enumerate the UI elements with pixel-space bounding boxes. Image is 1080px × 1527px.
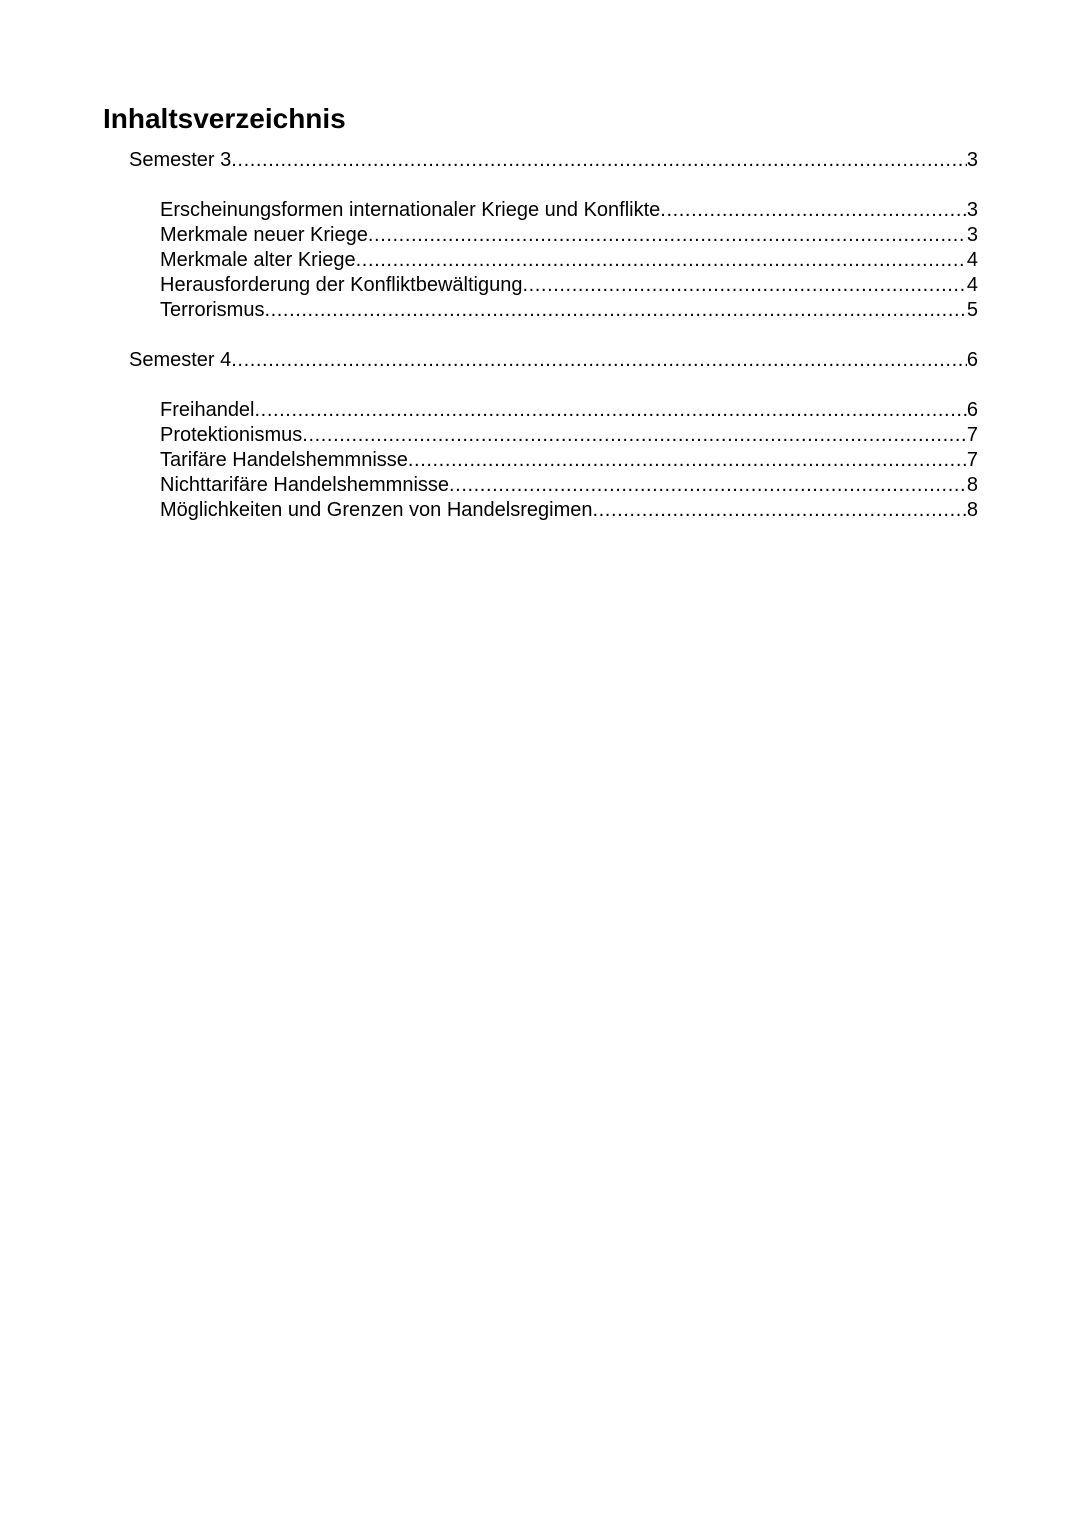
- toc-entry-text: Freihandel: [160, 399, 255, 421]
- toc-entry-terrorismus[interactable]: [160, 298, 978, 323]
- toc-entry-merkmale-alter-kriege[interactable]: [160, 248, 978, 273]
- toc-entry-tarifaere-handelshemmnisse[interactable]: [160, 448, 978, 473]
- toc-entry-page: 8: [966, 474, 978, 496]
- toc-entry-text: Nichttarifäre Handelshemmnisse: [160, 474, 450, 496]
- toc-entry-erscheinungsformen[interactable]: [160, 198, 978, 223]
- toc-entry-text: Protektionismus: [160, 424, 303, 446]
- toc-entry-page: 3: [966, 149, 978, 171]
- toc-entry-text: Tarifäre Handelshemmnisse: [160, 449, 408, 471]
- toc-leader-dots: [255, 398, 967, 423]
- toc-entry-handelsregime[interactable]: [160, 498, 978, 523]
- toc-entry-text: Merkmale neuer Kriege: [160, 224, 368, 246]
- toc-entry-text: Merkmale alter Kriege: [160, 249, 356, 271]
- toc-entry-page: 7: [966, 449, 978, 471]
- toc-entry-nichttarifaere-handelshemmnisse[interactable]: [160, 473, 978, 498]
- toc-leader-dots: [356, 248, 967, 273]
- toc-entry-page: 6: [966, 349, 978, 371]
- toc-leader-dots: [231, 348, 967, 373]
- toc-entry-freihandel[interactable]: [160, 398, 978, 423]
- toc-entry-text: Möglichkeiten und Grenzen von Handelsregimen: [160, 499, 593, 521]
- toc-entry-page: 8: [966, 499, 978, 521]
- toc-entry-text: Erscheinungsformen internationaler Kriege und Konflikte: [160, 199, 661, 221]
- toc-leader-dots: [368, 223, 967, 248]
- toc-entry-konfliktbewaeltigung[interactable]: [160, 273, 978, 298]
- toc-entry-text: Herausforderung der Konfliktbewältigung: [160, 274, 523, 296]
- toc-entry-page: 3: [966, 224, 978, 246]
- toc-entry-semester-4[interactable]: [129, 348, 978, 373]
- toc-leader-dots: [264, 298, 966, 323]
- toc-leader-dots: [592, 498, 966, 523]
- toc-entry-text: Semester 4: [129, 349, 232, 371]
- toc-leader-dots: [660, 198, 967, 223]
- toc-leader-dots: [231, 148, 967, 173]
- toc-leader-dots: [302, 423, 967, 448]
- toc-leader-dots: [408, 448, 967, 473]
- toc-entry-protektionismus[interactable]: [160, 423, 978, 448]
- toc-entry-text: Terrorismus: [160, 299, 265, 321]
- toc-entry-semester-3[interactable]: [129, 148, 978, 173]
- toc-entry-page: 4: [966, 274, 978, 296]
- toc-entry-page: 7: [966, 424, 978, 446]
- toc-entry-page: 3: [966, 199, 978, 221]
- toc-entry-page: 4: [966, 249, 978, 271]
- toc-leader-dots: [522, 273, 966, 298]
- toc-title: Inhaltsverzeichnis: [103, 103, 346, 134]
- toc-entry-merkmale-neuer-kriege[interactable]: [160, 223, 978, 248]
- toc-leader-dots: [449, 473, 967, 498]
- toc-entry-page: 5: [966, 299, 978, 321]
- toc-entry-text: Semester 3: [129, 149, 232, 171]
- toc-entry-page: 6: [966, 399, 978, 421]
